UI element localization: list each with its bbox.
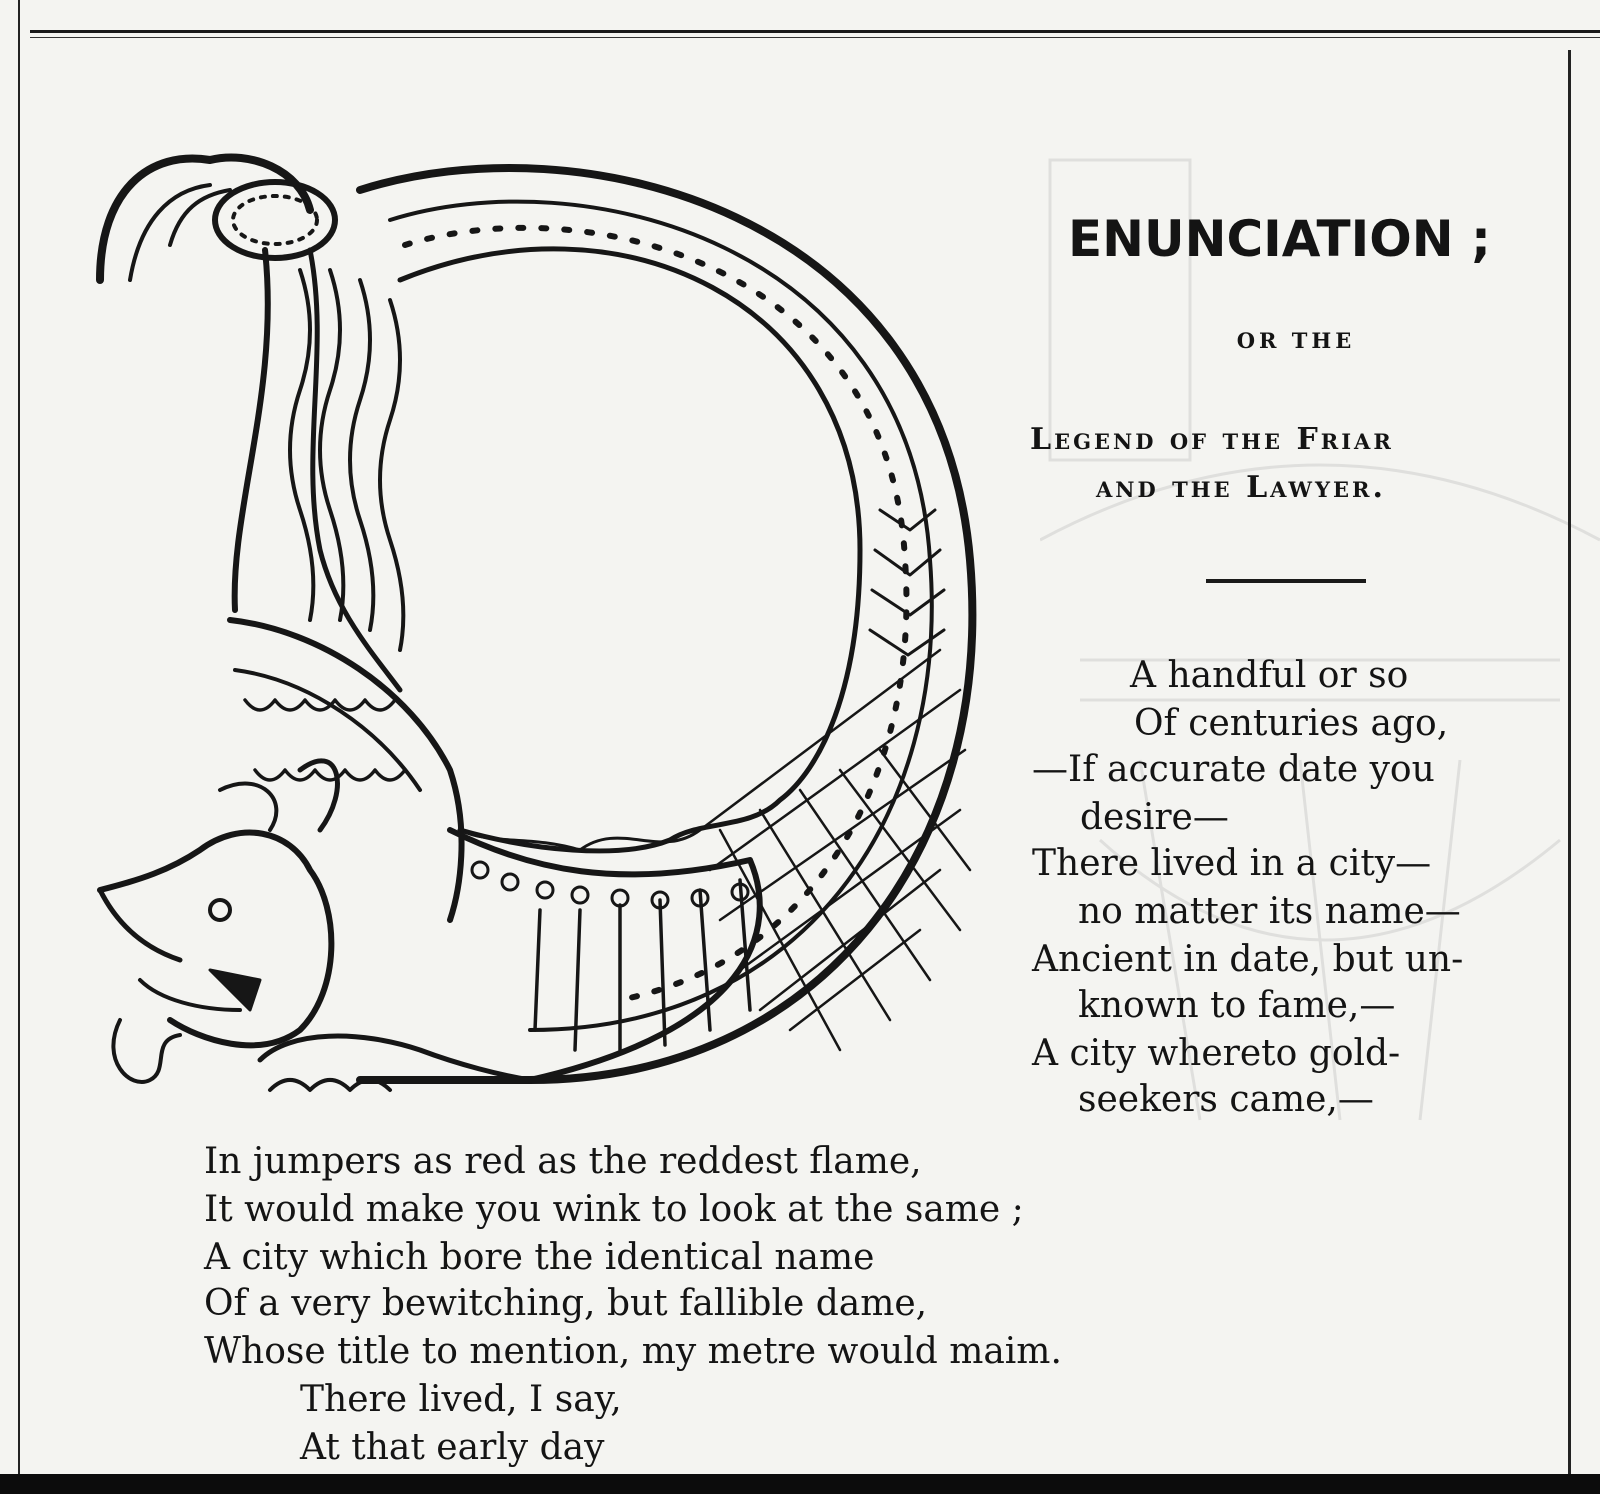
top-thin-rule (30, 37, 1600, 38)
verse-line: At that early day (300, 1427, 605, 1468)
verse-line: no matter its name— (1078, 891, 1461, 932)
verse-line: There lived, I say, (300, 1379, 622, 1420)
verse-line: It would make you wink to look at the same ; (204, 1189, 1024, 1230)
verse-line: desire— (1080, 797, 1229, 838)
top-double-rule (30, 30, 1600, 33)
page-title: ENUNCIATION ; (1068, 210, 1492, 268)
left-column-rule (18, 0, 20, 1494)
verse-line: In jumpers as red as the reddest flame, (204, 1141, 922, 1182)
verse-line: Whose title to mention, my metre would maim. (204, 1331, 1062, 1372)
verse-line: —If accurate date you (1032, 749, 1435, 790)
section-divider (1206, 579, 1366, 583)
subtitle-line-2: and the Lawyer. (1096, 470, 1386, 505)
verse-line: Of a very bewitching, but fallible dame, (204, 1283, 928, 1324)
subtitle-or-the: OR THE (1236, 328, 1356, 353)
verse-line: A city whereto gold- (1032, 1033, 1401, 1074)
verse-line: known to fame,— (1078, 985, 1396, 1026)
scan-bottom-edge (0, 1474, 1600, 1494)
verse-line: A city which bore the identical name (204, 1237, 875, 1278)
dragon-initial-icon (60, 130, 1020, 1140)
right-column-rule (1568, 50, 1571, 1494)
verse-line: Of centuries ago, (1134, 703, 1449, 744)
verse-line: Ancient in date, but un- (1032, 939, 1464, 980)
subtitle-line-1: Legend of the Friar (1030, 422, 1394, 457)
verse-line: seekers came,— (1078, 1079, 1374, 1120)
verse-line: There lived in a city— (1032, 843, 1432, 884)
verse-line: A handful or so (1130, 655, 1409, 696)
